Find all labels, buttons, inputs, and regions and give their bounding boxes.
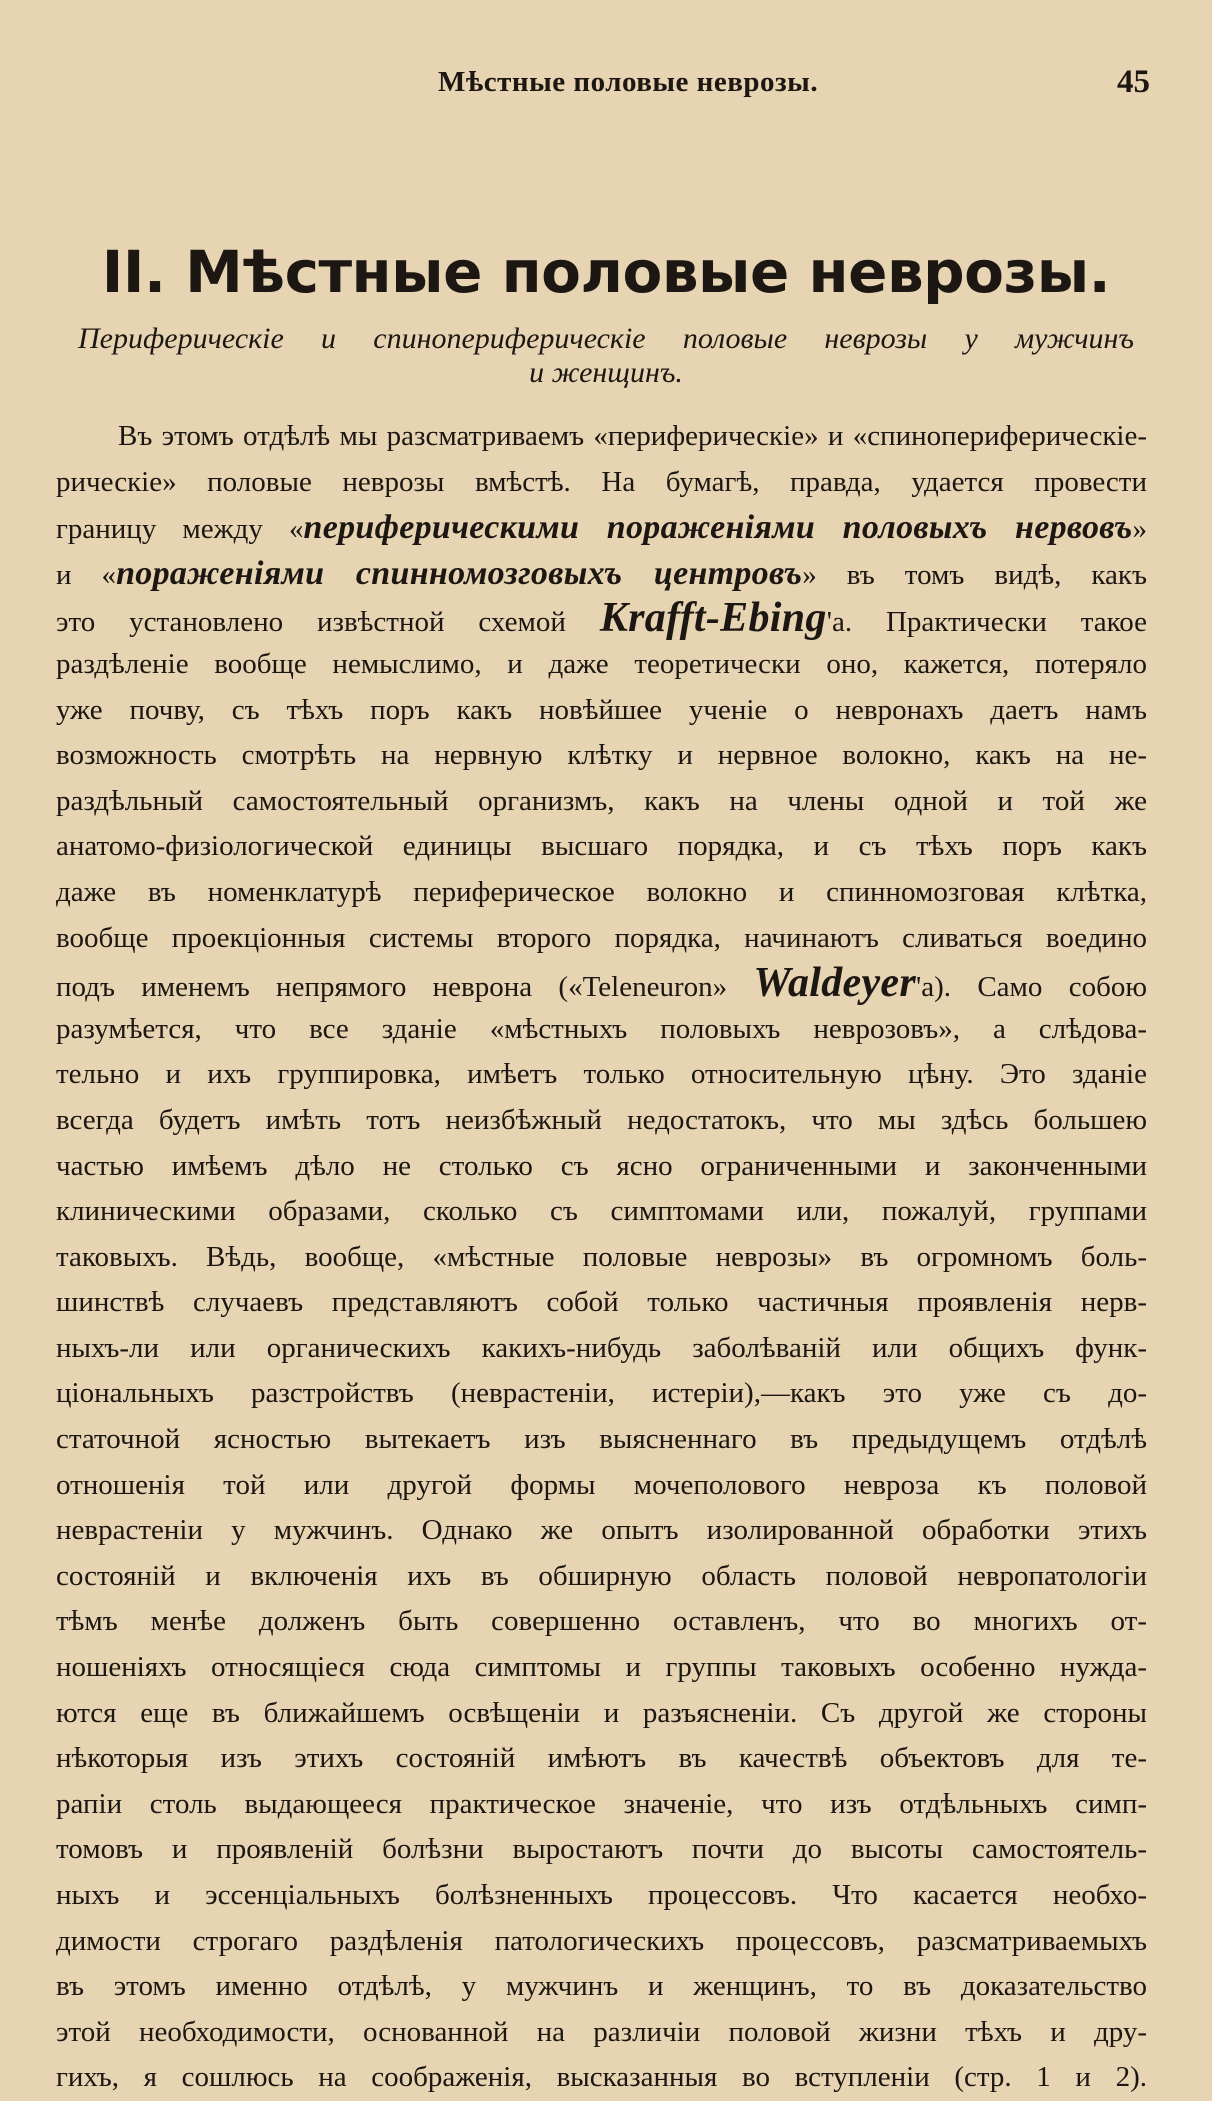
line-text: раздѣленіе вообще немыслимо, и даже теоретически оно, кажется, потеряло (56, 647, 1147, 680)
text-line (56, 1371, 1147, 1417)
text-line (56, 1827, 1147, 1873)
line-text: всегда будетъ имѣть тотъ неизбѣжный недостатокъ, что мы здѣсь большею (56, 1103, 1147, 1136)
text-line (56, 551, 1147, 597)
text-line (56, 505, 1147, 551)
text-line (56, 1007, 1147, 1053)
text-line (56, 961, 1147, 1007)
emphasized-text: периферическими пораженіями половыхъ нервовъ (303, 509, 1133, 547)
line-text: нѣкоторыя изъ этихъ состояній имѣютъ въ качествѣ объектовъ для те- (56, 1742, 1147, 1775)
line-text: подъ именемъ непрямого неврона («Teleneuron» (56, 971, 754, 1004)
text-line (56, 2010, 1147, 2056)
text-line (56, 779, 1147, 825)
text-line (56, 414, 1147, 460)
line-text: анатомо-физіологической единицы высшаго порядка, и съ тѣхъ поръ какъ (56, 830, 1147, 863)
line-text: рическіе» половые неврозы вмѣстѣ. На бумагѣ, правда, удается провести (56, 465, 1147, 498)
line-text: въ этомъ именно отдѣлѣ, у мужчинъ и женщинъ, то въ доказательство (56, 1970, 1147, 2003)
text-line (56, 596, 1147, 642)
text-line (56, 688, 1147, 734)
text-line (56, 1599, 1147, 1645)
line-text: ціональныхъ разстройствъ (неврастеніи, истеріи),—какъ это уже съ до- (56, 1377, 1147, 1410)
line-text: статочной ясностью вытекаетъ изъ выясненнаго въ предыдущемъ отдѣлѣ (56, 1423, 1147, 1456)
text-line (56, 870, 1147, 916)
text-line (56, 1964, 1147, 2010)
text-line (56, 1736, 1147, 1782)
body-paragraph (56, 414, 1147, 2101)
line-text: уже почву, съ тѣхъ поръ какъ новѣйшее ученіе о невронахъ даетъ намъ (56, 693, 1147, 726)
chapter-title: II. Мѣстные половые неврозы. (101, 238, 1111, 306)
line-text: тѣмъ менѣе долженъ быть совершенно оставленъ, что во многихъ от- (56, 1605, 1147, 1638)
text-line (56, 1052, 1147, 1098)
text-line (56, 1098, 1147, 1144)
line-text: возможность смотрѣть на нервную клѣтку и нервное волокно, какъ на не- (56, 739, 1147, 772)
line-text: раздѣльный самостоятельный организмъ, какъ на члены одной и той же (56, 784, 1147, 817)
line-text: ныхъ и эссенціальныхъ болѣзненныхъ процессовъ. Что касается необхо- (56, 1879, 1147, 1911)
text-line (56, 1919, 1147, 1965)
text-line (56, 1508, 1147, 1554)
line-text: и « (56, 558, 117, 591)
line-text: состояній и включенія ихъ въ обширную область половой невропатологіи (56, 1559, 1147, 1592)
chapter-subtitle (78, 322, 1134, 390)
line-text: тельно и ихъ группировка, имѣетъ только относительную цѣну. Это зданіе (56, 1058, 1147, 1091)
text-line (56, 2055, 1147, 2101)
text-line (56, 916, 1147, 962)
line-text: » въ томъ видѣ, какъ (802, 558, 1147, 591)
text-line (56, 1326, 1147, 1372)
line-text: томовъ и проявленій болѣзни выростаютъ почти до высоты самостоятель- (56, 1833, 1147, 1866)
emphasized-text: пораженіями спинномозговыхъ центровъ (116, 554, 803, 592)
line-text: таковыхъ. Вѣдь, вообще, «мѣстные половые неврозы» въ огромномъ боль- (56, 1240, 1147, 1273)
text-line (56, 1554, 1147, 1600)
line-text: » (1132, 513, 1147, 546)
text-line (56, 824, 1147, 870)
line-text: вообще проекціонныя системы второго порядка, начинаютъ сливаться воедино (56, 921, 1147, 954)
emphasized-text: Krafft-Ebing (599, 595, 827, 642)
text-line (56, 1144, 1147, 1190)
line-text: ются еще въ ближайшемъ освѣщеніи и разъясненіи. Съ другой же стороны (56, 1696, 1147, 1729)
emphasized-text: Waldeyer (753, 960, 916, 1007)
line-text: ныхъ-ли или органическихъ какихъ-нибудь заболѣваній или общихъ функ- (56, 1331, 1147, 1364)
text-line (56, 1873, 1147, 1919)
line-text: 'а. Практически такое (826, 606, 1147, 639)
page-number: 45 (1117, 64, 1150, 100)
running-header (0, 66, 1212, 106)
line-text: разумѣется, что все зданіе «мѣстныхъ половыхъ неврозовъ», а слѣдова- (56, 1012, 1147, 1045)
line-text: отношенія той или другой формы мочеполового невроза къ половой (56, 1468, 1147, 1501)
line-text: ношеніяхъ относящіеся сюда симптомы и группы таковыхъ особенно нужда- (56, 1651, 1147, 1684)
line-text: клиническими образами, сколько съ симптомами или, пожалуй, группами (56, 1195, 1147, 1228)
line-text: этой необходимости, основанной на различіи половой жизни тѣхъ и дру- (56, 2015, 1147, 2048)
line-text: димости строгаго раздѣленія патологическихъ процессовъ, разсматриваемыхъ (56, 1924, 1147, 1957)
line-text: 'а). Само собою (916, 971, 1147, 1004)
text-line (56, 1463, 1147, 1509)
text-line (56, 460, 1147, 506)
text-line (56, 1645, 1147, 1691)
line-text: даже въ номенклатурѣ периферическое волокно и спинномозговая клѣтка, (56, 875, 1147, 908)
text-line (56, 1235, 1147, 1281)
running-title: Мѣстные половые неврозы. (438, 66, 819, 98)
subtitle-line-1: Периферическіе и спинопериферическіе половые неврозы у мужчинъ (78, 322, 1134, 355)
line-text: гихъ, я сошлюсь на соображенія, высказанныя во вступленіи (стр. 1 и 2). (56, 2061, 1147, 2094)
line-text: Въ этомъ отдѣлѣ мы разсматриваемъ «периферическіе» и «спинопериферическіе- (118, 420, 1147, 452)
line-text: неврастеніи у мужчинъ. Однако же опытъ изолированной обработки этихъ (56, 1514, 1147, 1547)
line-text: рапіи столь выдающееся практическое значеніе, что изъ отдѣльныхъ симп- (56, 1787, 1147, 1820)
text-line (56, 1691, 1147, 1737)
text-line (56, 733, 1147, 779)
line-text: это установлено извѣстной схемой (56, 606, 600, 639)
text-line (56, 1280, 1147, 1326)
text-line (56, 642, 1147, 688)
subtitle-line-2: и женщинъ. (529, 356, 683, 389)
text-line (56, 1782, 1147, 1828)
line-text: шинствѣ случаевъ представляютъ собой только частичныя проявленія нерв- (56, 1286, 1147, 1319)
line-text: частью имѣемъ дѣло не столько съ ясно ограниченными и законченными (56, 1149, 1147, 1182)
text-line (56, 1417, 1147, 1463)
text-line (56, 1189, 1147, 1235)
line-text: границу между « (56, 513, 304, 546)
